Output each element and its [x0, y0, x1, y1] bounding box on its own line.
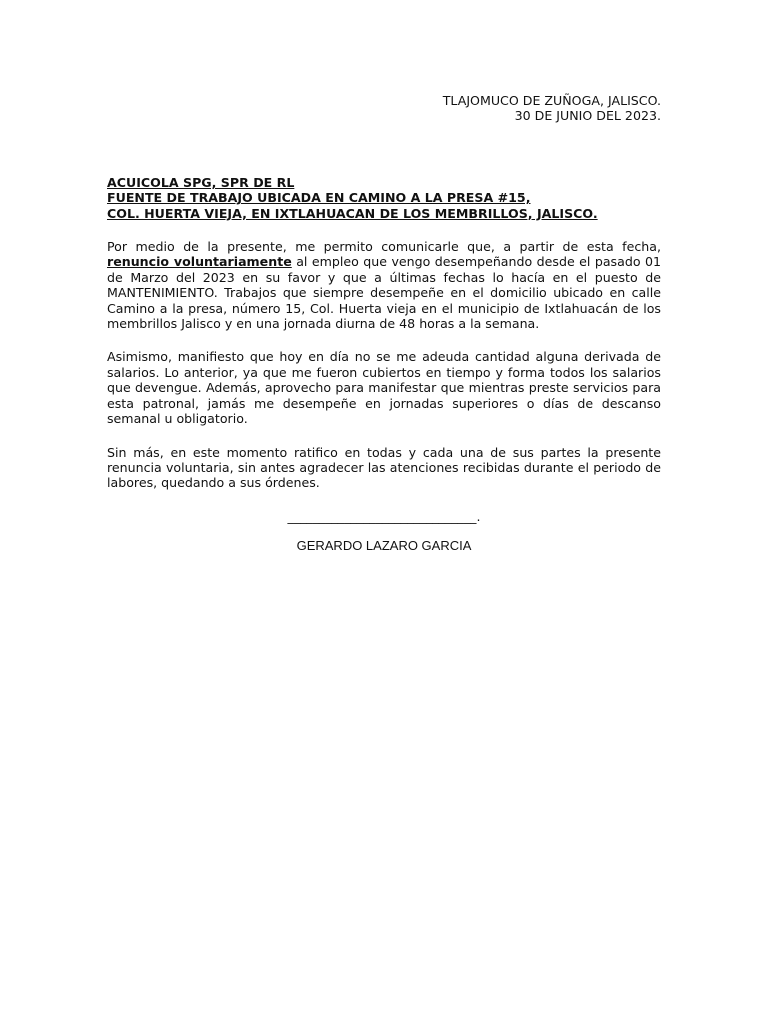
letter-place: TLAJOMUCO DE ZUÑOGA, JALISCO. — [442, 93, 661, 108]
letter-page — [107, 93, 661, 554]
signature-line: ______________________________. — [287, 508, 481, 524]
recipient-company: ACUICOLA SPG, SPR DE RL — [107, 174, 295, 190]
recipient-block — [107, 175, 661, 221]
paragraph-closing: Sin más, en este momento ratifico en todas y cada una de sus partes la presente renuncia voluntaria, sin antes agradecer las atenciones recibidas durante el periodo de labores, quedando a sus órdenes. — [107, 444, 661, 491]
recipient-address-line2: COL. HUERTA VIEJA, EN IXTLAHUACAN DE LOS MEMBRILLOS, JALISCO. — [107, 205, 598, 221]
paragraph-resignation — [107, 239, 661, 331]
recipient-address-line1: FUENTE DE TRABAJO UBICADA EN CAMINO A LA PRESA #15, — [107, 190, 531, 206]
signature-block — [107, 509, 661, 554]
paragraph-resignation-intro: Por medio de la presente, me permito comunicarle que, a partir de esta fecha, — [107, 239, 661, 255]
letter-date: 30 DE JUNIO DEL 2023. — [514, 108, 661, 124]
signer-name: GERARDO LAZARO GARCIA — [296, 538, 472, 554]
resignation-emphasis: renuncio voluntariamente — [107, 254, 292, 270]
paragraph-resignation-body: al empleo que vengo desempeñando desde el pasado 01 de Marzo del 2023 en su favor y que a últimas fechas lo hacía en el puesto de MANTENIMIENTO. Trabajos que siempre desempeñe en el domicilio ubicado en calle Camino a la presa, número 15, Col. Huerta vieja en el municipio de Ixtlahuacán de los membrillos Jalisco y en una jornada diurna de 48 horas a la semana. — [107, 254, 661, 332]
paragraph-no-debts: Asimismo, manifiesto que hoy en día no se me adeuda cantidad alguna derivada de salarios. Lo anterior, ya que me fueron cubiertos en tiempo y forma todos los salarios que devengue. Además, aprovecho para manifestar que mientras preste servicios para esta patronal, jamás me desempeñe en jornadas superiores o días de descanso semanal u obligatorio. — [107, 349, 661, 427]
place-date-block — [107, 93, 661, 124]
